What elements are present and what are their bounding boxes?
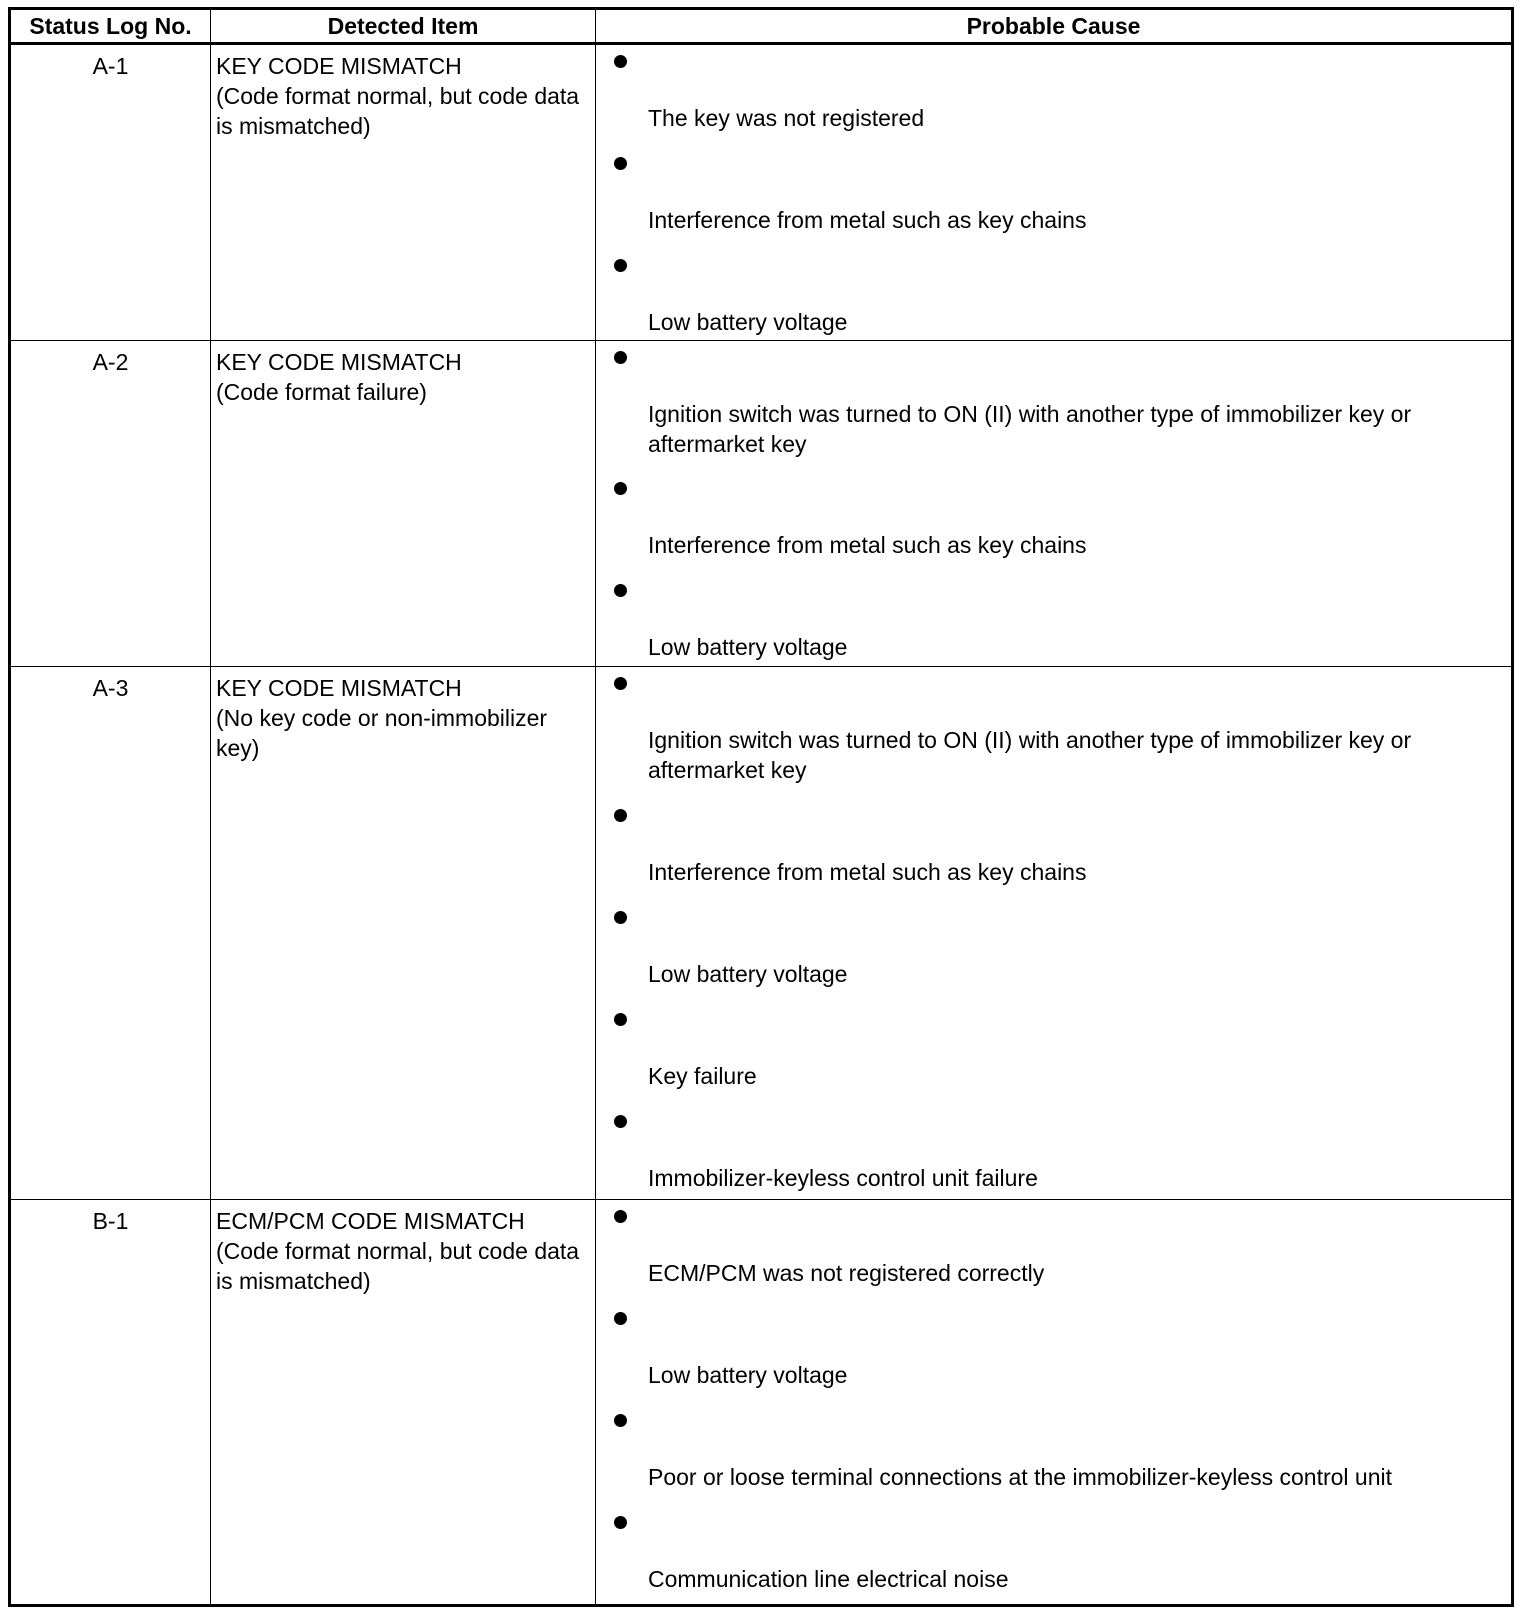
bullet-icon [614, 677, 627, 690]
bullet-icon [614, 1312, 627, 1325]
bullet-icon [614, 809, 627, 822]
table-row [10, 1199, 1513, 1605]
cause-text: ECM/PCM was not registered correctly [648, 1259, 1045, 1286]
cause-item [596, 574, 1511, 659]
cause-text: Interference from metal such as key chains [648, 207, 1087, 233]
cause-item [596, 249, 1511, 334]
cause-item [596, 1506, 1511, 1596]
bullet-icon [614, 157, 627, 170]
probable-cause-list [596, 666, 1513, 1199]
detected-item-title: KEY CODE MISMATCH [216, 349, 462, 376]
cause-item [596, 799, 1511, 901]
status-log-number: A-2 [10, 341, 211, 667]
cause-item [596, 1105, 1511, 1191]
cause-item [596, 147, 1511, 249]
probable-cause-list [596, 44, 1513, 341]
detected-item [211, 1199, 596, 1605]
detected-item [211, 44, 596, 341]
cause-item [596, 341, 1511, 472]
bullet-icon [614, 1414, 627, 1427]
detected-item [211, 341, 596, 667]
bullet-icon [614, 584, 627, 597]
cause-text: Low battery voltage [648, 1361, 848, 1388]
cause-text: Immobilizer-keyless control unit failure [648, 1164, 1038, 1191]
detected-item-title: KEY CODE MISMATCH [216, 674, 462, 701]
header-probable-cause: Probable Cause [596, 9, 1513, 44]
status-log-table [8, 7, 1514, 1607]
status-log-number: B-1 [10, 1199, 211, 1605]
cause-text: Low battery voltage [648, 960, 848, 987]
cause-text: Key failure [648, 1062, 757, 1089]
header-detected-item: Detected Item [211, 9, 596, 44]
table-row [10, 666, 1513, 1199]
cause-text: Ignition switch was turned to ON (II) with another type of immobilizer key or aftermarket key [648, 726, 1412, 783]
cause-text: Ignition switch was turned to ON (II) with another type of immobilizer key or aftermarket key [648, 401, 1412, 458]
cause-text: Low battery voltage [648, 309, 848, 335]
cause-item [596, 1302, 1511, 1404]
cause-item [596, 45, 1511, 147]
cause-text: Interference from metal such as key chains [648, 858, 1087, 885]
cause-text: Communication line electrical noise [648, 1565, 1009, 1592]
cause-text: The key was not registered [648, 105, 925, 131]
cause-text: Poor or loose terminal connections at the immobilizer-keyless control unit [648, 1463, 1392, 1490]
detected-item-detail: (Code format normal, but code data is mismatched) [216, 83, 580, 139]
bullet-icon [614, 1210, 627, 1223]
status-log-number: A-3 [10, 666, 211, 1199]
detected-item-detail: (Code format failure) [216, 379, 427, 406]
bullet-icon [614, 55, 627, 68]
bullet-icon [614, 1013, 627, 1026]
detected-item-title: KEY CODE MISMATCH [216, 53, 462, 79]
bullet-icon [614, 1516, 627, 1529]
cause-item [596, 472, 1511, 574]
bullet-icon [614, 1115, 627, 1128]
cause-item [596, 667, 1511, 799]
probable-cause-list [596, 1199, 1513, 1605]
cause-item [596, 1404, 1511, 1506]
bullet-icon [614, 482, 627, 495]
detected-item-title: ECM/PCM CODE MISMATCH [216, 1207, 525, 1234]
header-row [10, 9, 1513, 44]
bullet-icon [614, 351, 627, 364]
table-row [10, 341, 1513, 667]
detected-item-detail: (No key code or non-immobilizer key) [216, 704, 548, 761]
detected-item [211, 666, 596, 1199]
bullet-icon [614, 259, 627, 272]
detected-item-detail: (Code format normal, but code data is mismatched) [216, 1237, 580, 1294]
status-log-number: A-1 [10, 44, 211, 341]
cause-item [596, 1200, 1511, 1302]
table-row [10, 44, 1513, 341]
bullet-icon [614, 911, 627, 924]
cause-text: Interference from metal such as key chains [648, 532, 1087, 559]
probable-cause-list [596, 341, 1513, 667]
cause-item [596, 901, 1511, 1003]
cause-text: Low battery voltage [648, 634, 848, 661]
header-status-log-no: Status Log No. [10, 9, 211, 44]
cause-item [596, 1003, 1511, 1105]
